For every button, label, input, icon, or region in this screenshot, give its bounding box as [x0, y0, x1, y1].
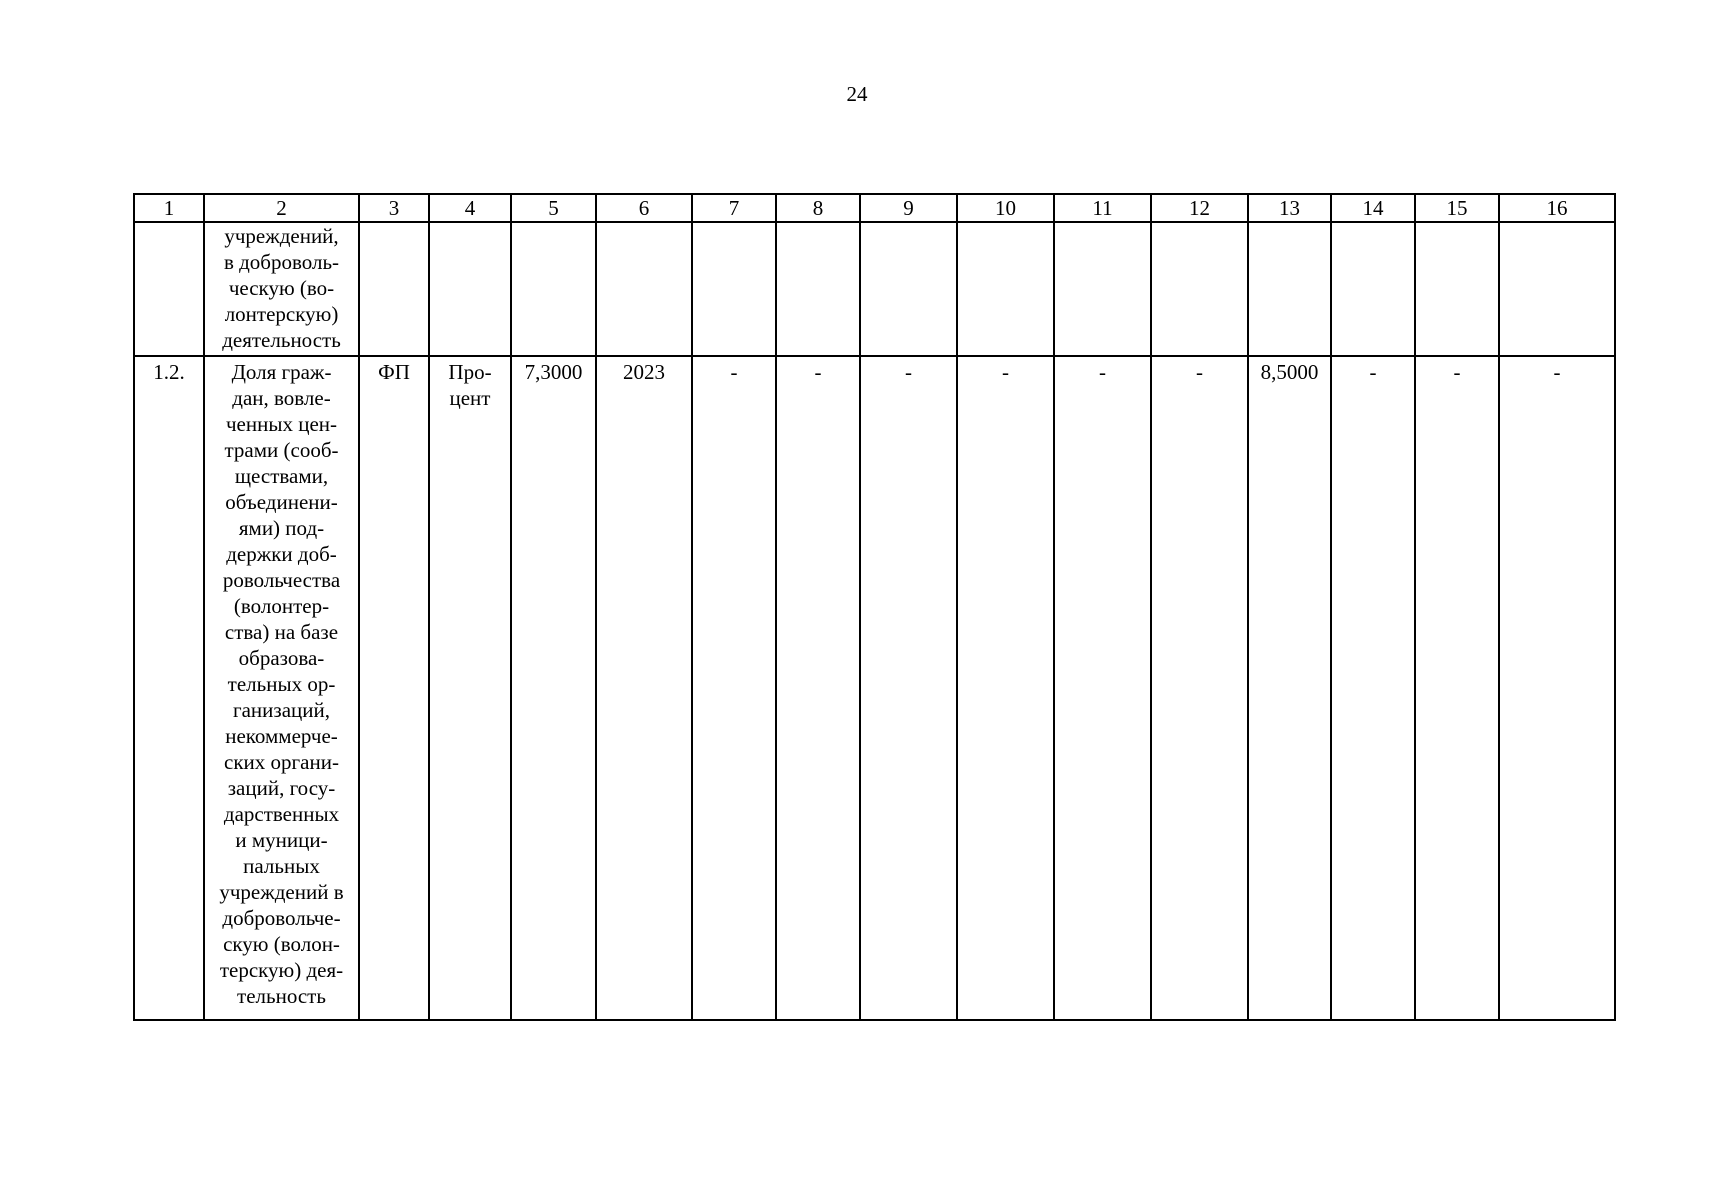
- value-col-13: 8,5000: [1248, 356, 1331, 1020]
- table-cell: [1331, 222, 1415, 356]
- value-col-11: -: [1054, 356, 1151, 1020]
- column-number-row: [134, 194, 1615, 222]
- value-col-7: -: [692, 356, 776, 1020]
- column-header: 8: [776, 194, 860, 222]
- continuation-row: [134, 222, 1615, 356]
- column-header: 1: [134, 194, 204, 222]
- indicator-name: Доля граж- дан, вовле- ченных цен- трами (сооб- ществами, объединени- ями) под- держки доб- ровольчества (волонтер- ства) на базе образова- тельных ор- ганизаций, некоммерче- ских органи- заций, госу- дарственных и муници- пальных учреждений в добровольче- скую (волон- терскую) дея- тельность: [204, 356, 359, 1020]
- column-header: 6: [596, 194, 692, 222]
- table-cell: [1054, 222, 1151, 356]
- column-header: 11: [1054, 194, 1151, 222]
- table-cell: [776, 222, 860, 356]
- column-header: 3: [359, 194, 429, 222]
- column-header: 15: [1415, 194, 1499, 222]
- table-cell: [359, 222, 429, 356]
- value-col-8: -: [776, 356, 860, 1020]
- indicator-type: ФП: [359, 356, 429, 1020]
- table-cell: [1415, 222, 1499, 356]
- value-col-9: -: [860, 356, 957, 1020]
- column-header: 5: [511, 194, 596, 222]
- indicator-name-continuation: учреждений, в доброволь- ческую (во- лонтерскую) деятельность: [204, 222, 359, 356]
- table-cell: [1499, 222, 1615, 356]
- column-header: 4: [429, 194, 511, 222]
- indicators-table: [133, 193, 1616, 1021]
- table-cell: [692, 222, 776, 356]
- table-cell: [1151, 222, 1248, 356]
- table-cell: [860, 222, 957, 356]
- base-value: 7,3000: [511, 356, 596, 1020]
- column-header: 16: [1499, 194, 1615, 222]
- column-header: 10: [957, 194, 1054, 222]
- table-cell: [1248, 222, 1331, 356]
- column-header: 7: [692, 194, 776, 222]
- row-number: 1.2.: [134, 356, 204, 1020]
- page-number: 24: [846, 82, 868, 106]
- column-header: 13: [1248, 194, 1331, 222]
- value-col-10: -: [957, 356, 1054, 1020]
- column-header: 9: [860, 194, 957, 222]
- table-cell: [957, 222, 1054, 356]
- value-col-12: -: [1151, 356, 1248, 1020]
- table-cell: [429, 222, 511, 356]
- table-cell: [511, 222, 596, 356]
- base-year: 2023: [596, 356, 692, 1020]
- table-cell: [134, 222, 204, 356]
- unit-of-measure: Про- цент: [429, 356, 511, 1020]
- value-col-15: -: [1415, 356, 1499, 1020]
- value-col-16: -: [1499, 356, 1615, 1020]
- column-header: 2: [204, 194, 359, 222]
- table-row: [134, 356, 1615, 1020]
- table-cell: [596, 222, 692, 356]
- column-header: 14: [1331, 194, 1415, 222]
- value-col-14: -: [1331, 356, 1415, 1020]
- column-header: 12: [1151, 194, 1248, 222]
